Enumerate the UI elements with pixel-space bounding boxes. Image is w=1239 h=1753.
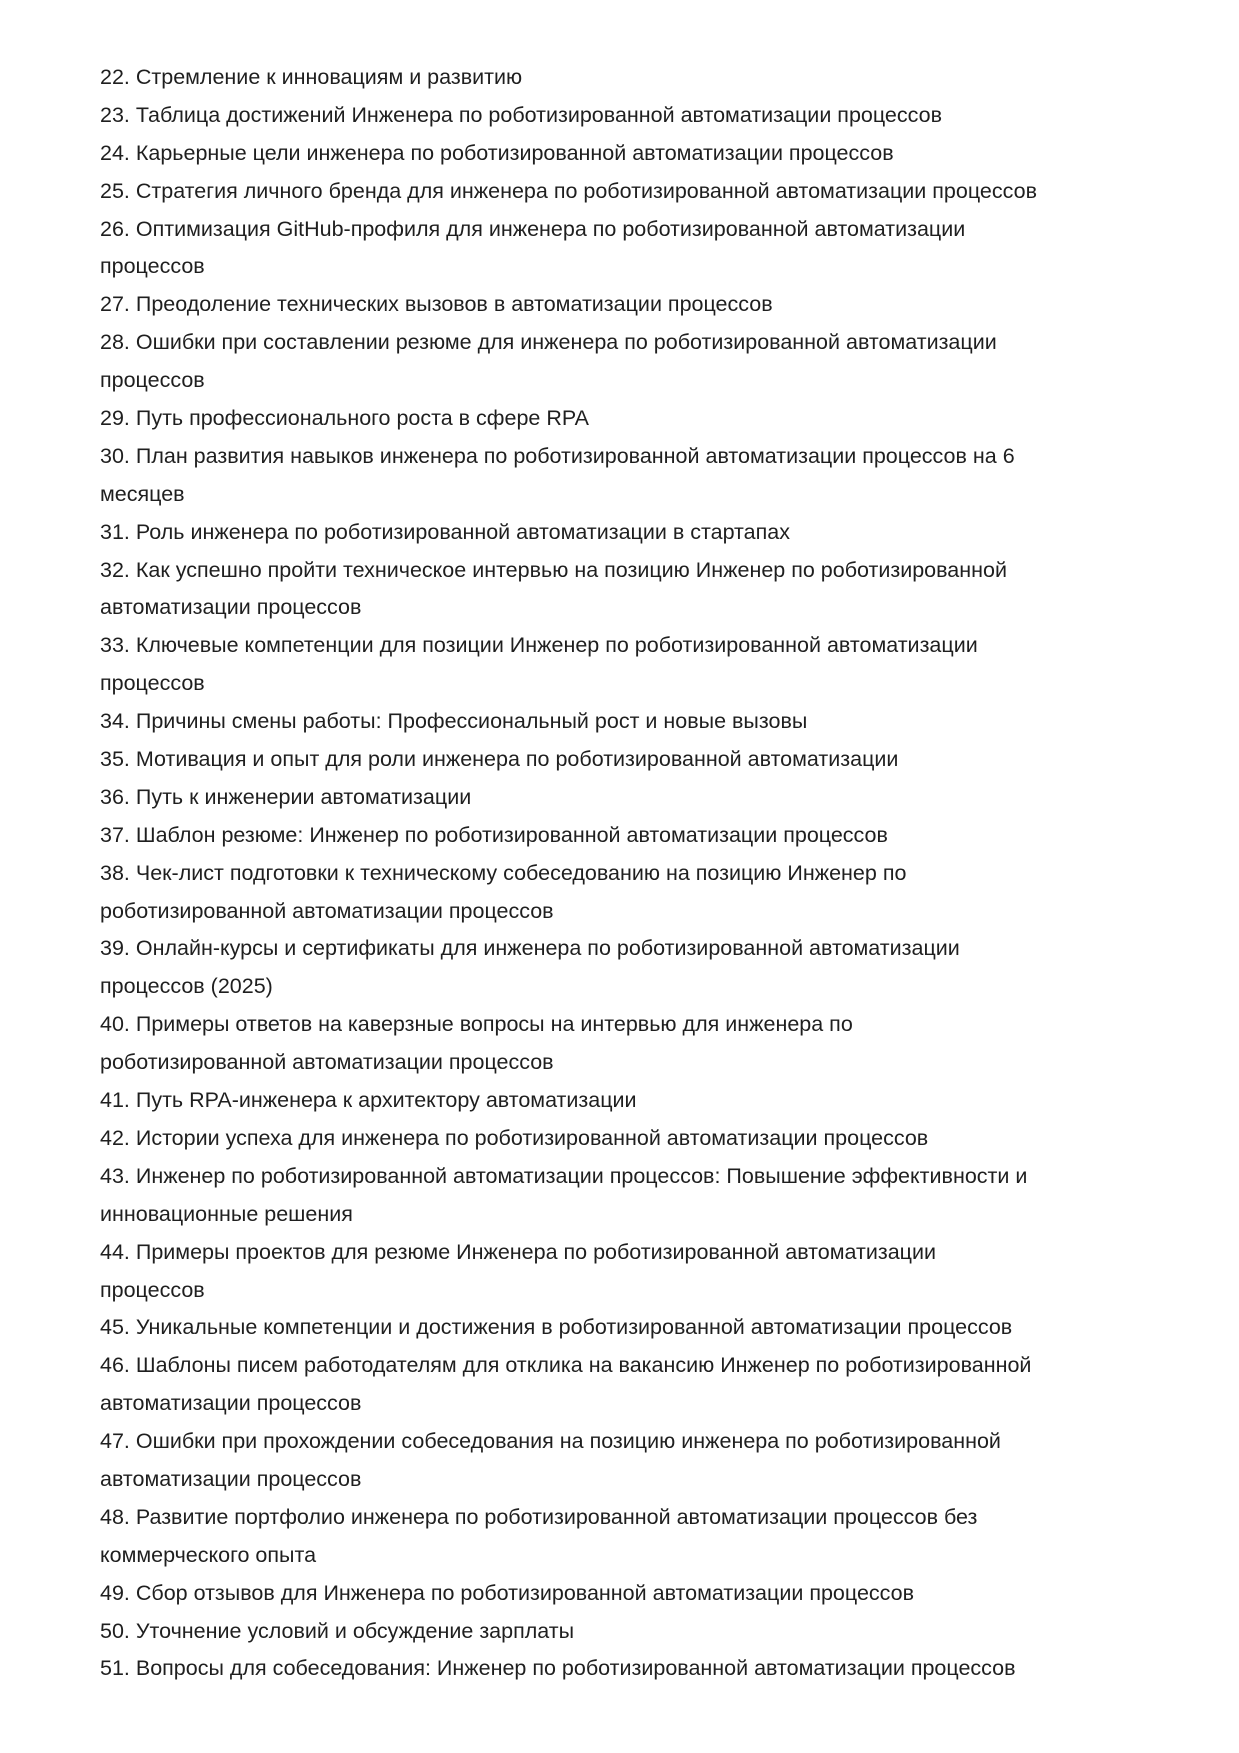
list-item-line: процессов [100,254,205,279]
list-item-line: процессов [100,368,205,393]
list-item [100,552,1200,628]
list-item-line: инновационные решения [100,1201,353,1226]
list-item-line: 24. Карьерные цели инженера по роботизированной автоматизации процессов [100,140,894,165]
list-item [100,1120,1200,1158]
list-item [100,514,1200,552]
list-item [100,59,1200,97]
list-item [100,855,1200,931]
list-item-line: 36. Путь к инженерии автоматизации [100,784,472,809]
list-item [100,1423,1200,1499]
list-item [100,324,1200,400]
list-item-line: 43. Инженер по роботизированной автоматизации процессов: Повышение эффективности и [100,1163,1028,1188]
list-item-line: 51. Вопросы для собеседования: Инженер по роботизированной автоматизации процессов [100,1656,1016,1681]
list-item [100,286,1200,324]
list-item-line: 47. Ошибки при прохождении собеседования на позицию инженера по роботизированной [100,1429,1001,1454]
list-item-line: 22. Стремление к инновациям и развитию [100,65,523,89]
list-item [100,1082,1200,1120]
list-item [100,741,1200,779]
list-item-line: 48. Развитие портфолио инженера по роботизированной автоматизации процессов без [100,1504,978,1529]
list-item-line: коммерческого опыта [100,1542,317,1567]
list-item-line: роботизированной автоматизации процессов [100,1050,554,1075]
list-item-line: 42. Истории успеха для инженера по роботизированной автоматизации процессов [100,1125,929,1150]
list-item-line: процессов [100,671,205,696]
list-item-line: 35. Мотивация и опыт для роли инженера по роботизированной автоматизации [100,747,899,772]
list-item-line: 46. Шаблоны писем работодателям для отклика на вакансию Инженер по роботизированной [100,1353,1032,1378]
list-item-line: 29. Путь профессионального роста в сфере RPA [100,406,589,431]
list-item-line: 28. Ошибки при составлении резюме для инженера по роботизированной автоматизации [100,330,997,355]
list-item [100,1309,1200,1347]
list-item [100,173,1200,211]
list-item [100,211,1200,287]
list-item [100,779,1200,817]
list-item-line: 31. Роль инженера по роботизированной автоматизации в стартапах [100,519,790,544]
list-item-line: 37. Шаблон резюме: Инженер по роботизированной автоматизации процессов [100,822,888,847]
list-item [100,817,1200,855]
list-item [100,1613,1200,1651]
list-item-line: 23. Таблица достижений Инженера по роботизированной автоматизации процессов [100,102,943,127]
list-item-line: роботизированной автоматизации процессов [100,898,554,923]
list-item [100,438,1200,514]
list-item-line: 27. Преодоление технических вызовов в автоматизации процессов [100,292,773,317]
list-item [100,1158,1200,1234]
list-item [100,400,1200,438]
list-item-line: процессов [100,1277,205,1302]
list-item-line: 25. Стратегия личного бренда для инженера по роботизированной автоматизации процессов [100,178,1037,203]
list-item-line: автоматизации процессов [100,1391,362,1416]
list-item-line: 32. Как успешно пройти техническое интервью на позицию Инженер по роботизированной [100,557,1007,582]
list-item [100,1347,1200,1423]
list-item [100,97,1200,135]
list-item-line: 40. Примеры ответов на каверзные вопросы на интервью для инженера по [100,1012,853,1037]
list-item-line: 44. Примеры проектов для резюме Инженера по роботизированной автоматизации [100,1239,937,1264]
list-item-line: процессов (2025) [100,974,273,999]
list-item-line: 38. Чек-лист подготовки к техническому собеседованию на позицию Инженер по [100,860,907,885]
list-item-line: 30. План развития навыков инженера по роботизированной автоматизации процессов на 6 [100,443,1015,468]
document-list [100,59,1200,1688]
list-item-line: месяцев [100,481,185,506]
list-item [100,627,1200,703]
list-item-line: 34. Причины смены работы: Профессиональный рост и новые вызовы [100,709,808,734]
list-item [100,930,1200,1006]
list-item [100,1650,1200,1688]
list-item-line: 50. Уточнение условий и обсуждение зарплаты [100,1618,575,1643]
list-item-line: автоматизации процессов [100,1466,362,1491]
list-item [100,1234,1200,1310]
list-item [100,1006,1200,1082]
list-item-line: 41. Путь RPA-инженера к архитектору автоматизации [100,1088,637,1113]
list-item [100,135,1200,173]
list-item [100,1575,1200,1613]
list-item-line: автоматизации процессов [100,595,362,620]
list-item-line: 39. Онлайн-курсы и сертификаты для инженера по роботизированной автоматизации [100,936,960,961]
list-item-line: 33. Ключевые компетенции для позиции Инженер по роботизированной автоматизации [100,633,978,658]
list-item-line: 26. Оптимизация GitHub-профиля для инженера по роботизированной автоматизации [100,216,966,241]
list-item [100,1499,1200,1575]
list-item-line: 45. Уникальные компетенции и достижения в роботизированной автоматизации процессов [100,1315,1013,1340]
list-item [100,703,1200,741]
list-item-line: 49. Сбор отзывов для Инженера по роботизированной автоматизации процессов [100,1580,915,1605]
